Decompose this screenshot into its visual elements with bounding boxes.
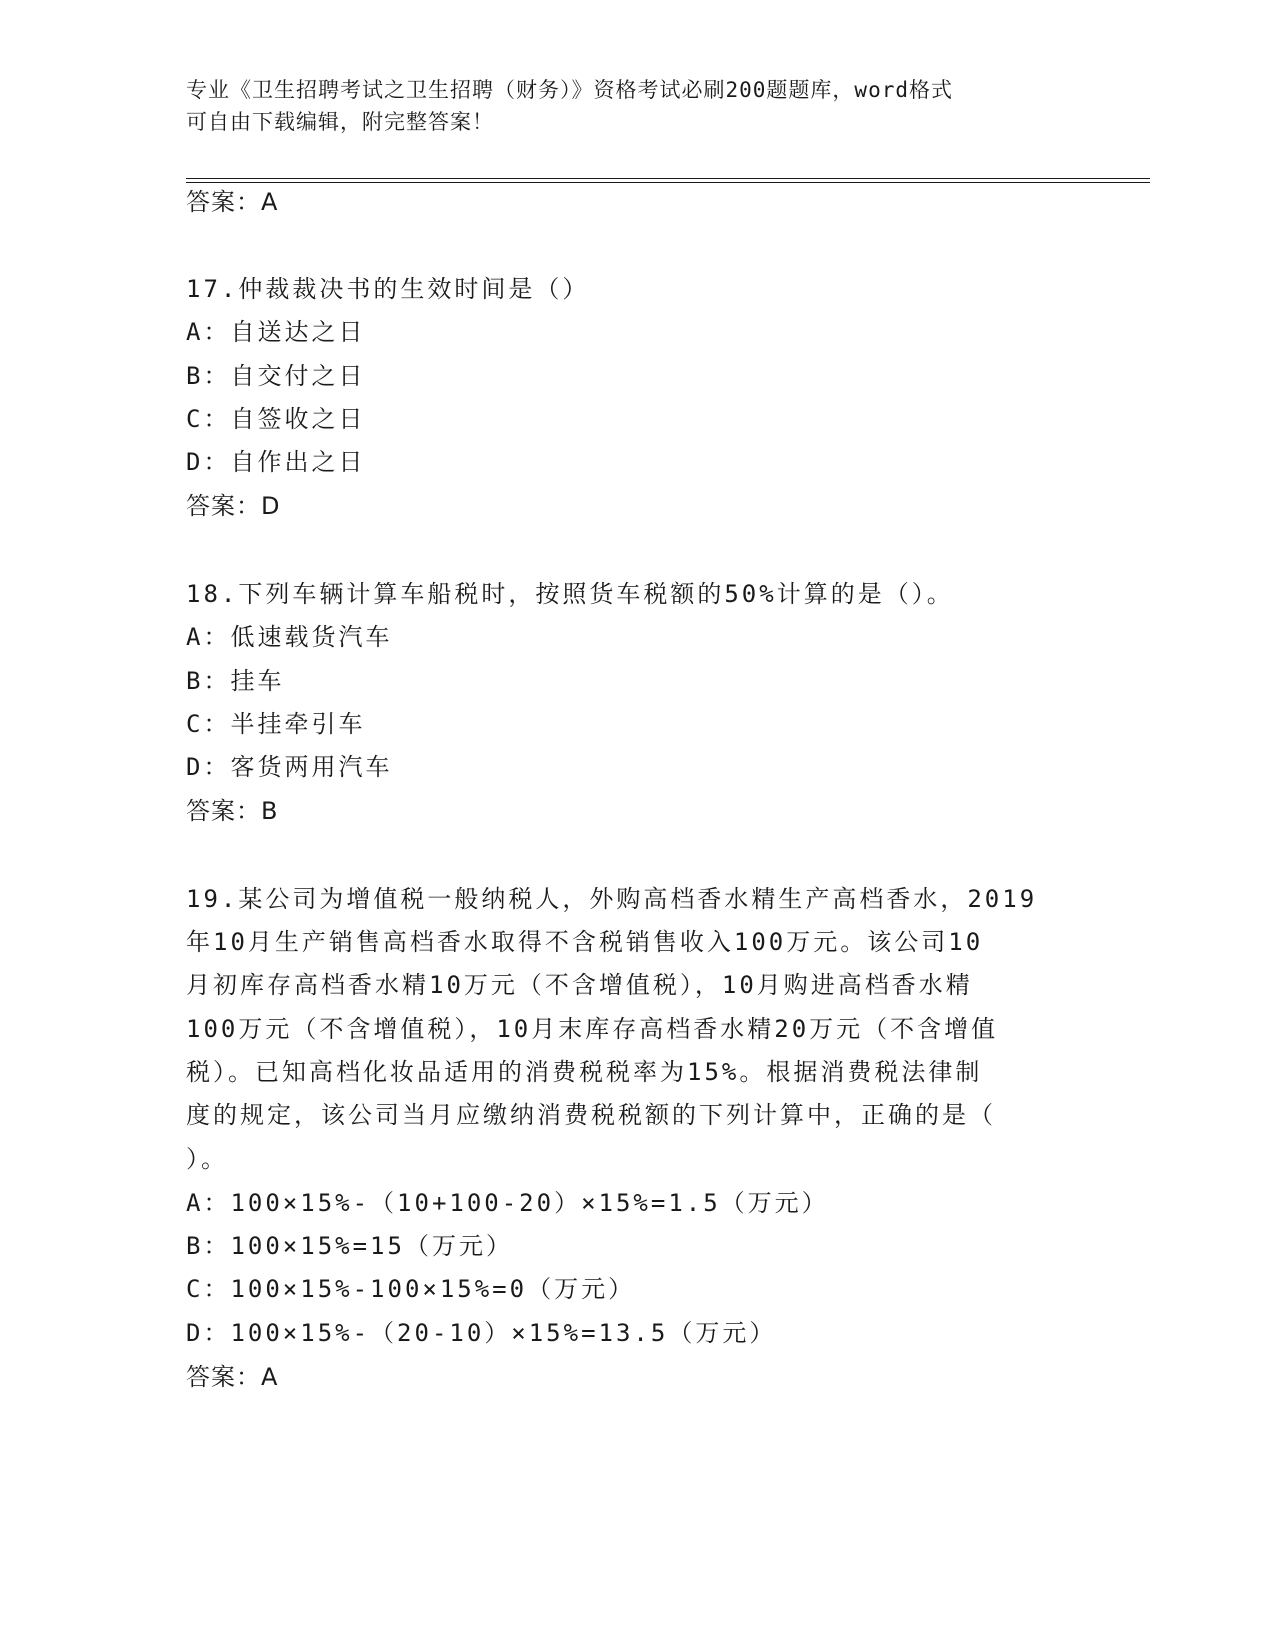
option-d: D：客货两用汽车 [186,753,393,781]
option-a: A：低速载货汽车 [186,623,393,651]
header-rule-bottom [186,182,1150,183]
option-b: B：挂车 [186,667,285,695]
question-stem-line-3: 月初库存高档香水精10万元（不含增值税），10月购进高档香水精 [186,971,973,999]
document-page [186,0,1146,1650]
option-a: A：自送达之日 [186,318,366,346]
question-stem-line-7: ）。 [186,1145,228,1173]
document-header [186,74,1066,138]
option-d: D：100×15%-（20-10）×15%=13.5（万元） [186,1319,777,1347]
question-stem: 18.下列车辆计算车船税时，按照货车税额的50%计算的是（）。 [186,580,954,608]
question-stem-line-5: 税）。已知高档化妆品适用的消费税税率为15%。根据消费税法律制 [186,1058,983,1086]
header-rule-top [186,178,1150,179]
previous-answer: 答案：A [186,188,279,216]
option-a: A：100×15%-（10+100-20）×15%=1.5（万元） [186,1189,829,1217]
answer: 答案：B [186,797,279,825]
option-b: B：自交付之日 [186,362,366,390]
question-stem-line-4: 100万元（不含增值税），10月末库存高档香水精20万元（不含增值 [186,1015,999,1043]
header-line-2: 可自由下载编辑，附完整答案！ [186,110,494,134]
option-c: C：100×15%-100×15%=0（万元） [186,1275,636,1303]
option-b: B：100×15%=15（万元） [186,1232,513,1260]
question-stem-line-1: 19.某公司为增值税一般纳税人，外购高档香水精生产高档香水，2019 [186,885,1038,913]
header-line-1: 专业《卫生招聘考试之卫生招聘（财务）》资格考试必刷200题题库，word格式 [186,78,953,102]
answer: 答案：A [186,1363,279,1391]
option-d: D：自作出之日 [186,448,366,476]
question-stem-line-6: 度的规定，该公司当月应缴纳消费税税额的下列计算中，正确的是（ [186,1101,996,1129]
question-stem-line-2: 年10月生产销售高档香水取得不含税销售收入100万元。该公司10 [186,928,984,956]
option-c: C：自签收之日 [186,405,366,433]
option-c: C：半挂牵引车 [186,710,366,738]
answer: 答案：D [186,492,281,520]
question-stem: 17.仲裁裁决书的生效时间是（） [186,275,590,303]
